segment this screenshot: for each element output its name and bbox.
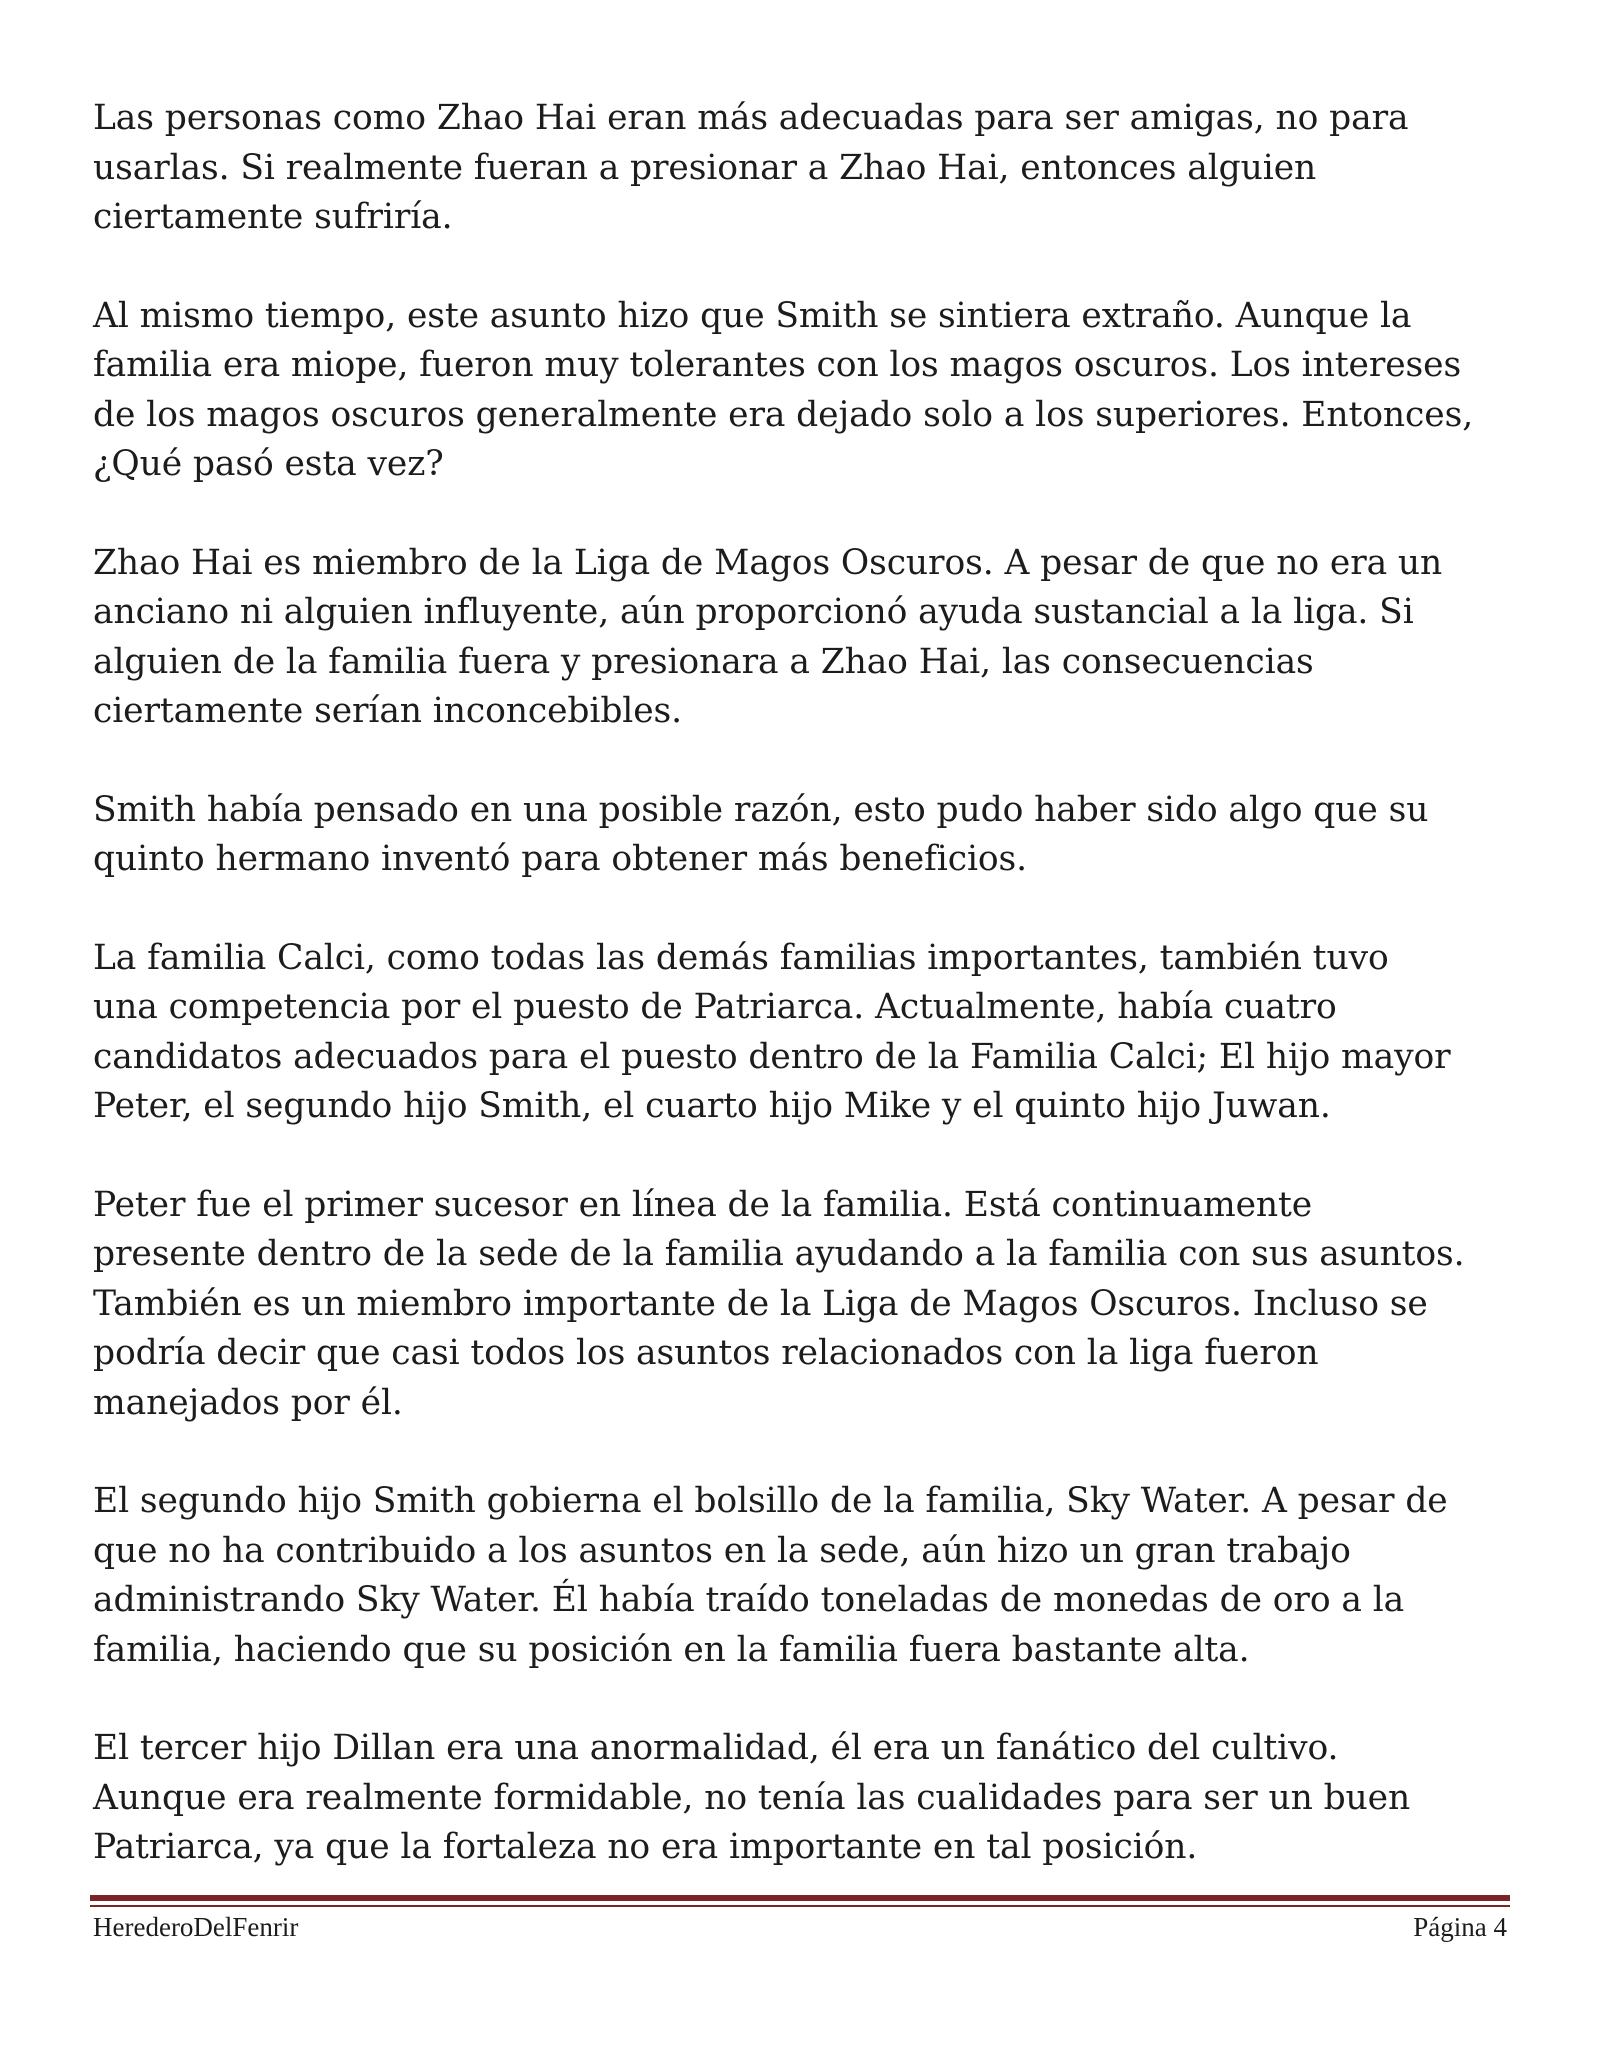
paragraph-8: El tercer hijo Dillan era una anormalidad, él era un fanático del cultivo. Aunque era realmente formidable, no tenía las cualidades para ser un buen Patriarca, ya que la fortaleza no era importante en tal posición. (93, 1728, 1411, 1867)
paragraph-5: La familia Calci, como todas las demás familias importantes, también tuvo una competencia por el puesto de Patriarca. Actualmente, había cuatro candidatos adecuados para el puesto dentro de la Familia Calci; El hijo mayor Peter, el segundo hijo Smith, el cuarto hijo Mike y el quinto hijo Juwan. (93, 937, 1451, 1126)
paragraph-4: Smith había pensado en una posible razón, esto pudo haber sido algo que su quinto hermano inventó para obtener más beneficios. (93, 789, 1429, 879)
paragraph-7: El segundo hijo Smith gobierna el bolsillo de la familia, Sky Water. A pesar de que no ha contribuido a los asuntos en la sede, aún hizo un gran trabajo administrando Sky Water. Él había traído toneladas de monedas de oro a la familia, haciendo que su posición en la familia fuera bastante alta. (93, 1481, 1448, 1670)
paragraph-1: Las personas como Zhao Hai eran más adecuadas para ser amigas, no para usarlas. Si realmente fueran a presionar a Zhao Hai, entonces alguien ciertamente sufriría. (93, 98, 1409, 237)
paragraph-6: Peter fue el primer sucesor en línea de la familia. Está continuamente presente dentro de la sede de la familia ayudando a la familia con sus asuntos. También es un miembro importante de la Liga de Magos Oscuros. Incluso se podría decir que casi todos los asuntos relacionados con la liga fueron manejados por él. (93, 1184, 1465, 1423)
paragraph-3: Zhao Hai es miembro de la Liga de Magos Oscuros. A pesar de que no era un anciano ni alguien influyente, aún proporcionó ayuda sustancial a la liga. Si alguien de la familia fuera y presionara a Zhao Hai, las consecuencias ciertamente serían inconcebibles. (93, 542, 1443, 731)
body-text (93, 94, 1533, 1922)
footer-page-number: Página 4 (1413, 1912, 1507, 1942)
footer-rule-thick (90, 1895, 1510, 1901)
footer-author: HerederoDelFenrir (93, 1912, 299, 1942)
paragraph-2: Al mismo tiempo, este asunto hizo que Smith se sintiera extraño. Aunque la familia era miope, fueron muy tolerantes con los magos oscuros. Los intereses de los magos oscuros generalmente era dejado solo a los superiores. Entonces, ¿Qué pasó esta vez? (93, 295, 1474, 484)
footer-rule-thin (90, 1905, 1510, 1907)
